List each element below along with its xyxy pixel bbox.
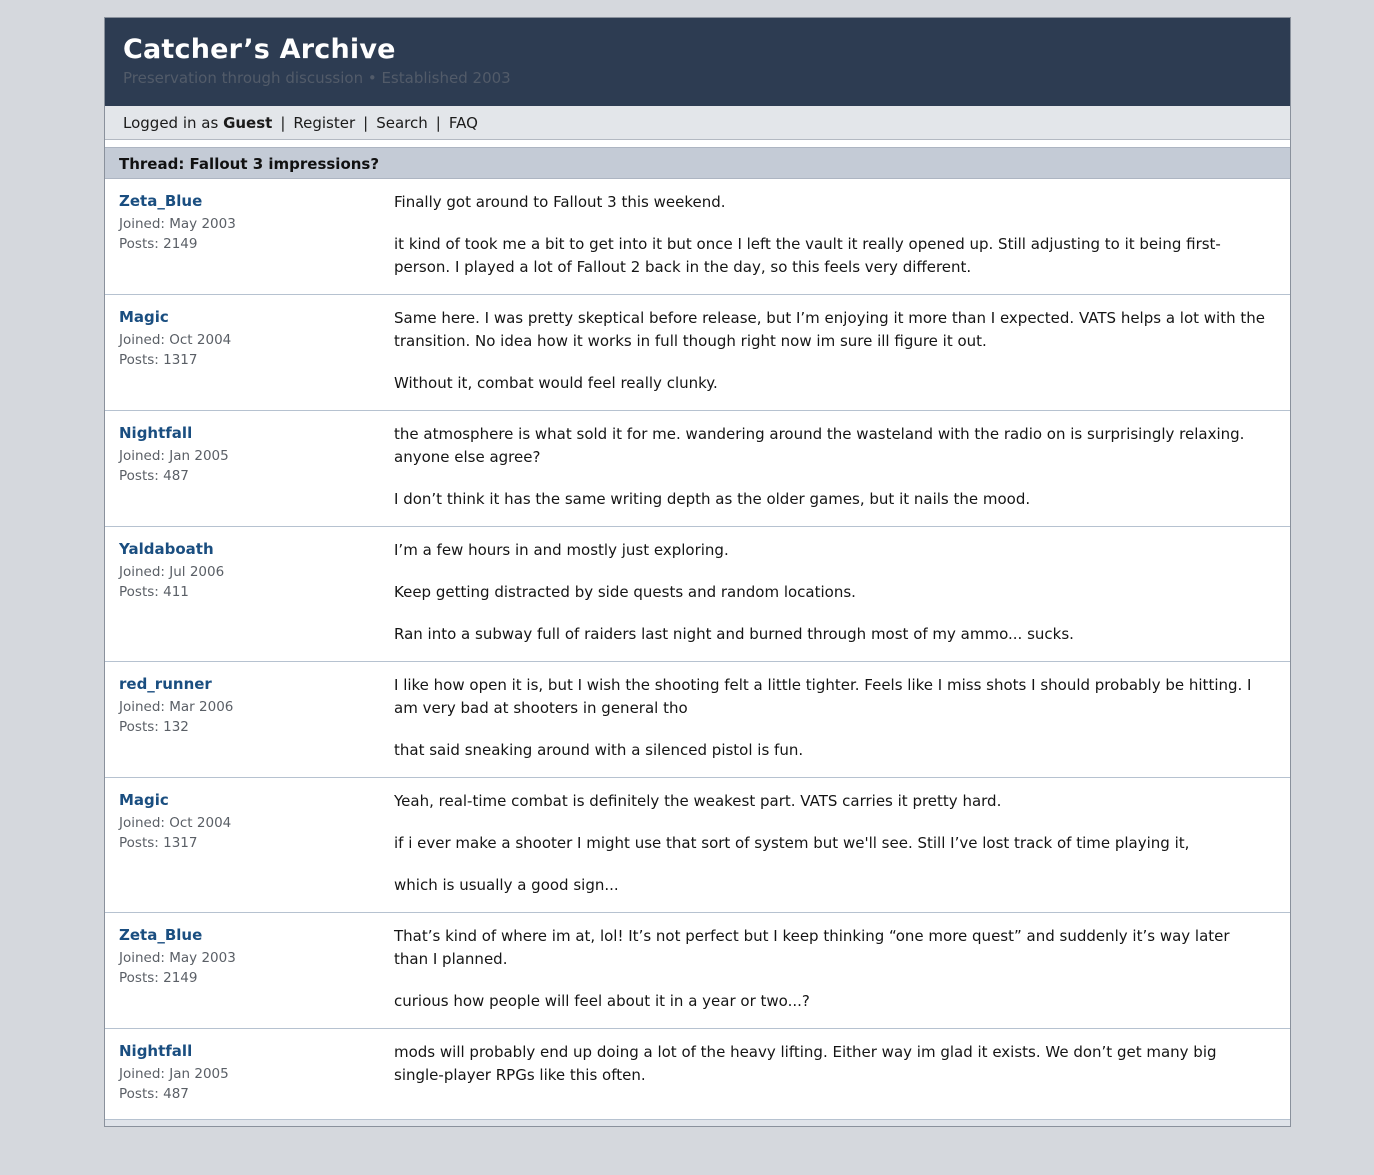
post-author-link[interactable]: Nightfall [119,424,193,442]
post-author-link[interactable]: Zeta_Blue [119,926,203,944]
nav-separator: | [435,114,441,132]
post-body [394,423,1270,511]
post-row [105,912,1290,1028]
post-row [105,526,1290,661]
thread-title: Thread: Fallout 3 impressions? [119,155,380,173]
post-joined-date: Joined: Jan 2005 [119,1066,229,1082]
post-author-link[interactable]: Yaldaboath [119,540,214,558]
post-author-cell [119,790,394,897]
post-row [105,777,1290,912]
post-author-cell [119,307,394,395]
post-author-cell [119,674,394,762]
post-row [105,294,1290,410]
post-row [105,1028,1290,1119]
post-author-link[interactable]: Zeta_Blue [119,192,203,210]
post-paragraph: which is usually a good sign... [394,876,619,894]
post-list [105,179,1290,1119]
post-paragraph: I’m a few hours in and mostly just exploring. [394,541,729,559]
nav-separator: | [280,114,286,132]
post-body [394,790,1270,897]
post-count: Posts: 132 [119,719,189,735]
post-paragraph: if i ever make a shooter I might use that sort of system but we'll see. Still I’ve lost track of time playing it, [394,834,1190,852]
post-paragraph: mods will probably end up doing a lot of the heavy lifting. Either way im glad it exists. We don’t get many big single-player RPGs like this often. [394,1043,1217,1084]
thread-title-bar [105,147,1290,179]
site-tagline: Preservation through discussion • Established 2003 [123,69,511,87]
next-row-stub [105,1119,1290,1126]
post-count: Posts: 1317 [119,352,198,368]
post-author-cell [119,1041,394,1104]
post-paragraph: it kind of took me a bit to get into it but once I left the vault it really opened up. Still adjusting to it being first-person. I played a lot of Fallout 2 back in the day, so this feels very different. [394,235,1221,276]
post-author-link[interactable]: Magic [119,308,169,326]
post-paragraph: that said sneaking around with a silenced pistol is fun. [394,741,804,759]
post-count: Posts: 487 [119,468,189,484]
post-paragraph: I like how open it is, but I wish the shooting felt a little tighter. Feels like I miss shots I should probably be hitting. I am very bad at shooters in general tho [394,676,1252,717]
post-paragraph: That’s kind of where im at, lol! It’s not perfect but I keep thinking “one more quest” and suddenly it’s way later than I planned. [394,927,1230,968]
post-body [394,191,1270,279]
logged-in-username: Guest [223,114,273,132]
post-count: Posts: 2149 [119,970,198,986]
post-joined-date: Joined: Oct 2004 [119,332,232,348]
post-body [394,539,1270,646]
post-paragraph: I don’t think it has the same writing depth as the older games, but it nails the mood. [394,490,1031,508]
post-joined-date: Joined: May 2003 [119,216,236,232]
post-joined-date: Joined: Jul 2006 [119,564,225,580]
post-joined-date: Joined: Mar 2006 [119,699,234,715]
post-joined-date: Joined: Jan 2005 [119,448,229,464]
post-body [394,674,1270,762]
post-author-link[interactable]: red_runner [119,675,212,693]
logged-in-prefix: Logged in as [123,114,224,132]
post-joined-date: Joined: May 2003 [119,950,236,966]
post-body [394,307,1270,395]
post-body [394,925,1270,1013]
post-author-cell [119,539,394,646]
post-count: Posts: 487 [119,1086,189,1102]
post-author-cell [119,925,394,1013]
post-row [105,410,1290,526]
post-row [105,179,1290,294]
post-row [105,661,1290,777]
post-count: Posts: 1317 [119,835,198,851]
post-paragraph: Without it, combat would feel really clunky. [394,374,718,392]
user-nav [105,106,1290,140]
post-paragraph: Finally got around to Fallout 3 this weekend. [394,193,726,211]
nav-link-register[interactable]: Register [293,114,356,132]
post-paragraph: Keep getting distracted by side quests and random locations. [394,583,856,601]
post-joined-date: Joined: Oct 2004 [119,815,232,831]
post-paragraph: curious how people will feel about it in a year or two...? [394,992,810,1010]
forum-page [104,17,1291,1127]
post-author-link[interactable]: Nightfall [119,1042,193,1060]
post-author-cell [119,191,394,279]
post-count: Posts: 2149 [119,236,198,252]
post-paragraph: the atmosphere is what sold it for me. wandering around the wasteland with the radio on is surprisingly relaxing. anyone else agree? [394,425,1245,466]
post-body [394,1041,1270,1104]
post-paragraph: Yeah, real-time combat is definitely the weakest part. VATS carries it pretty hard. [394,792,1002,810]
post-paragraph: Ran into a subway full of raiders last night and burned through most of my ammo... sucks. [394,625,1074,643]
nav-separator: | [363,114,369,132]
post-author-link[interactable]: Magic [119,791,169,809]
site-title: Catcher’s Archive [123,34,396,65]
nav-link-faq[interactable]: FAQ [448,114,478,132]
nav-link-search[interactable]: Search [376,114,428,132]
site-header [105,18,1290,106]
post-paragraph: Same here. I was pretty skeptical before release, but I’m enjoying it more than I expected. VATS helps a lot with the transition. No idea how it works in full though right now im sure ill figure it out. [394,309,1265,350]
post-author-cell [119,423,394,511]
post-count: Posts: 411 [119,584,189,600]
